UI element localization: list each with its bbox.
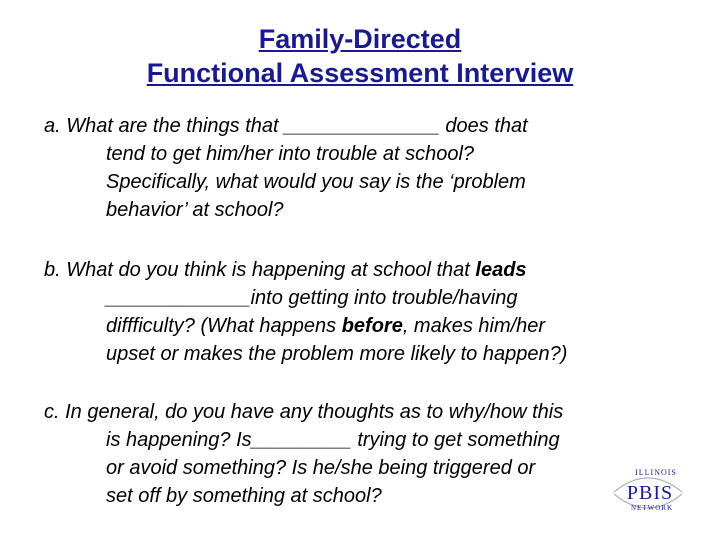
logo-text-top: ILLINOIS	[635, 468, 677, 477]
question-a-line-4: behavior’ at school?	[106, 199, 284, 221]
title-line-2: Functional Assessment Interview	[146, 58, 574, 88]
question-a	[44, 112, 684, 224]
question-b-line-2: _____________into getting into trouble/having	[106, 287, 518, 309]
question-c	[44, 398, 684, 510]
question-b-line-3	[44, 312, 684, 340]
question-c-line-2: is happening? Is_________ trying to get something	[106, 429, 560, 451]
question-b	[44, 256, 684, 368]
question-b-line-1-text: b. What do you think is happening at school that	[44, 259, 476, 281]
question-a-line-3: Specifically, what would you say is the ‘problem	[106, 171, 526, 193]
question-b-line-3-pre: diffficulty? (What happens	[106, 315, 342, 337]
question-b-line-3-post: , makes him/her	[402, 315, 546, 337]
title-line-1: Family-Directed	[258, 24, 462, 54]
logo-text-middle: PBIS	[626, 482, 674, 504]
question-b-line-4: upset or makes the problem more likely to happen?)	[106, 343, 568, 365]
question-a-line-1: a. What are the things that ______________ does that	[44, 115, 528, 137]
question-b-emphasis-before: before	[341, 315, 403, 337]
logo-text-bottom: NETWORK	[631, 504, 673, 512]
illinois-pbis-network-logo	[608, 462, 688, 522]
question-b-line-1	[44, 256, 684, 284]
page-title	[0, 22, 720, 90]
question-c-line-3: or avoid something? Is he/she being triggered or	[106, 457, 536, 479]
question-c-line-1: c. In general, do you have any thoughts as to why/how this	[44, 401, 564, 423]
question-b-emphasis-leads: leads	[475, 259, 527, 281]
question-c-line-4: set off by something at school?	[106, 485, 382, 507]
question-a-line-2: tend to get him/her into trouble at school?	[106, 143, 475, 165]
